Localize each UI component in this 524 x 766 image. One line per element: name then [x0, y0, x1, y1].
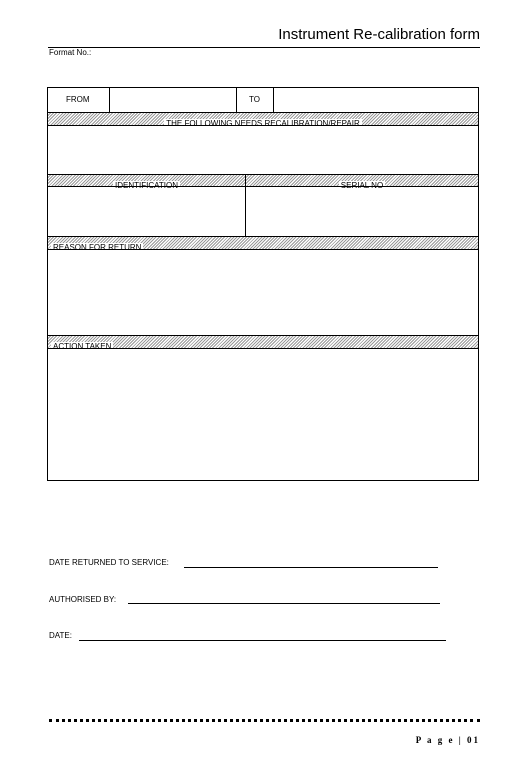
reason-header-label: REASON FOR RETURN	[53, 243, 142, 252]
divider	[236, 88, 237, 112]
reason-header	[48, 237, 478, 252]
action-taken-input[interactable]	[48, 349, 478, 480]
to-label: TO	[249, 95, 260, 104]
serial-header	[246, 175, 478, 190]
divider	[245, 174, 246, 236]
date-returned-label: DATE RETURNED TO SERVICE:	[49, 558, 169, 567]
page-number: P a g e | 01	[415, 735, 480, 745]
reason-input[interactable]	[48, 250, 478, 335]
serial-header-label: SERIAL NO	[340, 181, 384, 190]
identification-input[interactable]	[48, 187, 244, 236]
date-label: DATE:	[49, 631, 72, 640]
identification-header	[48, 175, 245, 190]
from-label: FROM	[66, 95, 90, 104]
authorised-by-field[interactable]	[128, 603, 440, 604]
format-number-label: Format No.:	[49, 48, 92, 57]
authorised-by-label: AUTHORISED BY:	[49, 595, 117, 604]
action-header	[48, 336, 478, 351]
from-input[interactable]	[110, 88, 236, 112]
divider	[109, 88, 110, 112]
title-underline	[48, 47, 480, 48]
recalibration-header	[48, 113, 478, 128]
recalibration-details-area[interactable]	[48, 126, 478, 173]
serial-number-input[interactable]	[247, 187, 478, 236]
date-field[interactable]	[79, 640, 446, 641]
identification-header-label: IDENTIFICATION	[115, 181, 178, 190]
action-header-label: ACTION TAKEN	[53, 342, 112, 351]
calibration-form-table	[47, 87, 479, 481]
date-returned-field[interactable]	[184, 567, 438, 568]
dotted-separator	[49, 719, 480, 722]
recalibration-header-label: THE FOLLOWING NEEDS RECALIBRATION/REPAIR	[166, 119, 360, 128]
form-title: Instrument Re-calibration form	[278, 26, 480, 43]
to-input[interactable]	[274, 88, 478, 112]
